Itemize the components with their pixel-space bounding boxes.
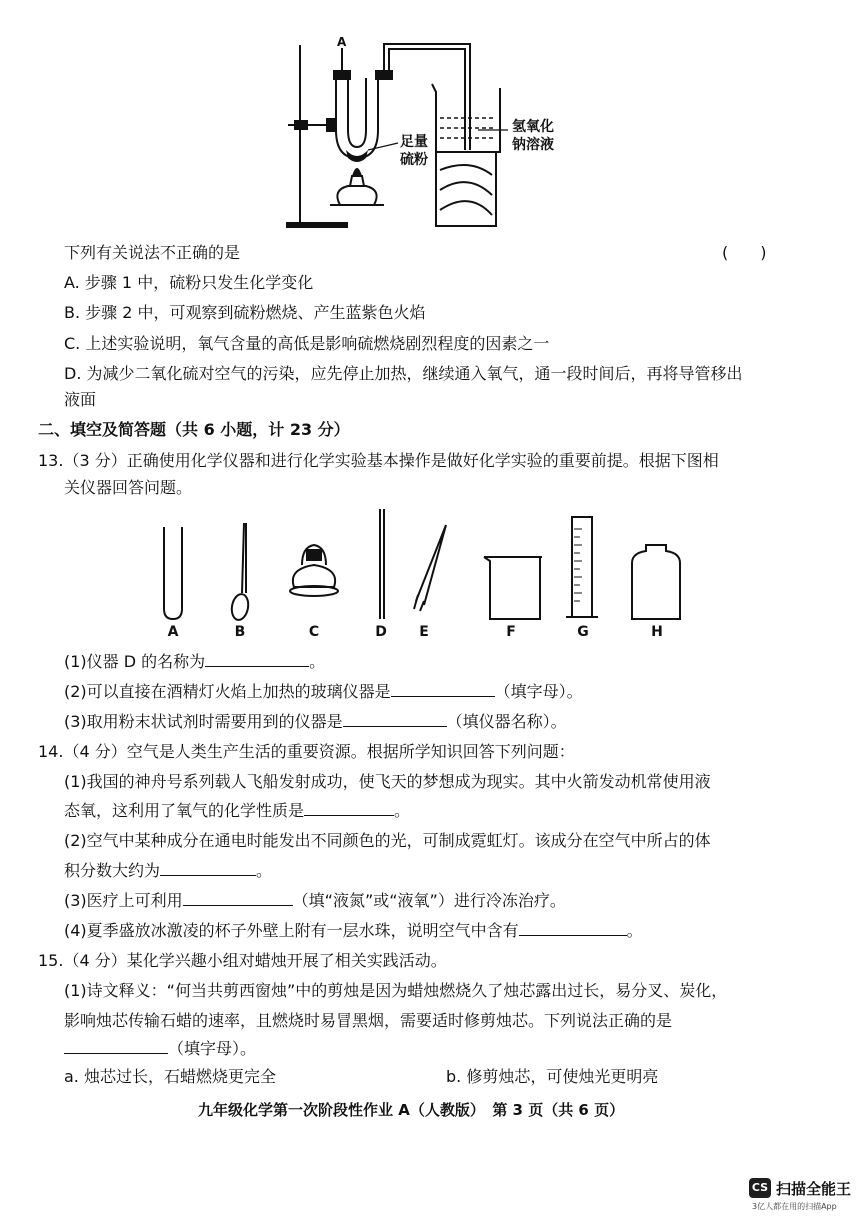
- q14-sub3: (3)医疗上可利用 （填“液氮”或“液氧”）进行冷冻治疗。: [64, 891, 566, 910]
- spoon-icon: [242, 523, 246, 593]
- q13-sub1: (1)仪器 D 的名称为 。: [64, 652, 326, 671]
- alcohol-lamp-icon: [293, 565, 335, 587]
- q12-option-c: C. 上述实验说明，氧气含量的高低是影响硫燃烧剧烈程度的因素之一: [64, 334, 550, 353]
- instrument-label-b: B: [234, 624, 246, 640]
- q14-sub4-blank[interactable]: [519, 921, 627, 936]
- instrument-label-c: C: [308, 624, 320, 640]
- q15-option-a: a. 烛芯过长，石蜡燃烧更完全: [64, 1067, 276, 1086]
- q12-option-d: D. 为减少二氧化硫对空气的污染，应先停止加热，继续通入氧气，通一段时间后，再将导管移出: [64, 364, 743, 383]
- q12-stem: 下列有关说法不正确的是: [64, 243, 241, 262]
- reagent-bottle-icon: [632, 545, 680, 619]
- tweezers-icon: [416, 525, 446, 605]
- q14-sub1-line2: 态氧，这利用了氧气的化学性质是 。: [64, 801, 411, 820]
- label-a: A: [337, 35, 347, 49]
- instrument-label-f: F: [506, 624, 516, 640]
- q13-sub1-blank[interactable]: [205, 652, 309, 667]
- q12-option-a: A. 步骤 1 中，硫粉只发生化学变化: [64, 273, 314, 292]
- q15-option-b: b. 修剪烛芯，可使烛光更明亮: [446, 1067, 659, 1086]
- instrument-label-a: A: [167, 624, 179, 640]
- page-footer: 九年级化学第一次阶段性作业 A（人教版） 第 3 页（共 6 页）: [198, 1101, 625, 1119]
- q13-line1: 13.（3 分）正确使用化学仪器和进行化学实验基本操作是做好化学实验的重要前提。根据下图相: [38, 451, 719, 470]
- label-sulfur-2: 硫粉: [400, 152, 428, 168]
- q14-sub3-blank[interactable]: [183, 891, 293, 906]
- q14-sub2-blank[interactable]: [160, 861, 256, 876]
- label-naoh-1: 氢氧化: [512, 119, 554, 135]
- q15-sub1-blank[interactable]: [64, 1039, 168, 1054]
- measuring-cylinder-icon: [572, 517, 592, 617]
- camscanner-logo-icon: CS: [749, 1178, 771, 1198]
- watermark-subtitle: 3亿人都在用的扫描App: [752, 1202, 837, 1211]
- q12-answer-bracket: ( ): [722, 243, 767, 262]
- q14-line1: 14.（4 分）空气是人类生产生活的重要资源。根据所学知识回答下列问题：: [38, 742, 575, 761]
- q15-sub1-line1: (1)诗文释义：“何当共剪西窗烛”中的剪烛是因为蜡烛燃烧久了烛芯露出过长，易分叉、炭化，: [64, 981, 728, 1000]
- section-title: 二、填空及简答题（共 6 小题，计 23 分）: [38, 420, 350, 439]
- q13-sub3: (3)取用粉末状试剂时需要用到的仪器是 （填仪器名称）。: [64, 712, 567, 731]
- watermark-name: 扫描全能王: [776, 1180, 852, 1198]
- instrument-label-h: H: [651, 624, 663, 640]
- q14-sub1-blank[interactable]: [304, 801, 394, 816]
- q14-sub1-line1: (1)我国的神舟号系列载人飞船发射成功，使飞天的梦想成为现实。其中火箭发动机常使用液: [64, 772, 711, 791]
- instrument-label-g: G: [577, 624, 589, 640]
- q13-sub2-blank[interactable]: [391, 682, 495, 697]
- instrument-label-d: D: [375, 624, 387, 640]
- q12-option-b: B. 步骤 2 中，可观察到硫粉燃烧、产生蓝紫色火焰: [64, 303, 426, 322]
- instrument-label-e: E: [419, 624, 429, 640]
- q13-sub3-blank[interactable]: [343, 712, 447, 727]
- q15-sub1-line3: （填字母）。: [64, 1038, 256, 1060]
- q14-sub4: (4)夏季盛放冰激凌的杯子外壁上附有一层水珠，说明空气中含有 。: [64, 921, 643, 940]
- q15-line1: 15.（4 分）某化学兴趣小组对蜡烛开展了相关实践活动。: [38, 951, 447, 970]
- apparatus-diagram: [0, 0, 867, 240]
- q13-sub2: (2)可以直接在酒精灯火焰上加热的玻璃仪器是 （填字母）。: [64, 682, 583, 701]
- q13-line2: 关仪器回答问题。: [64, 478, 193, 497]
- q14-sub2-line2: 积分数大约为 。: [64, 861, 273, 880]
- test-tube-icon: [164, 527, 182, 619]
- label-naoh-2: 钠溶液: [512, 137, 554, 153]
- beaker-icon: [484, 557, 540, 619]
- q14-sub2-line1: (2)空气中某种成分在通电时能发出不同颜色的光，可制成霓虹灯。该成分在空气中所占的体: [64, 831, 711, 850]
- label-sulfur-1: 足量: [400, 134, 428, 150]
- q12-option-d-cont: 液面: [64, 390, 97, 409]
- q15-sub1-line2: 影响烛芯传输石蜡的速率，且燃烧时易冒黑烟，需要适时修剪烛芯。下列说法正确的是: [64, 1011, 673, 1030]
